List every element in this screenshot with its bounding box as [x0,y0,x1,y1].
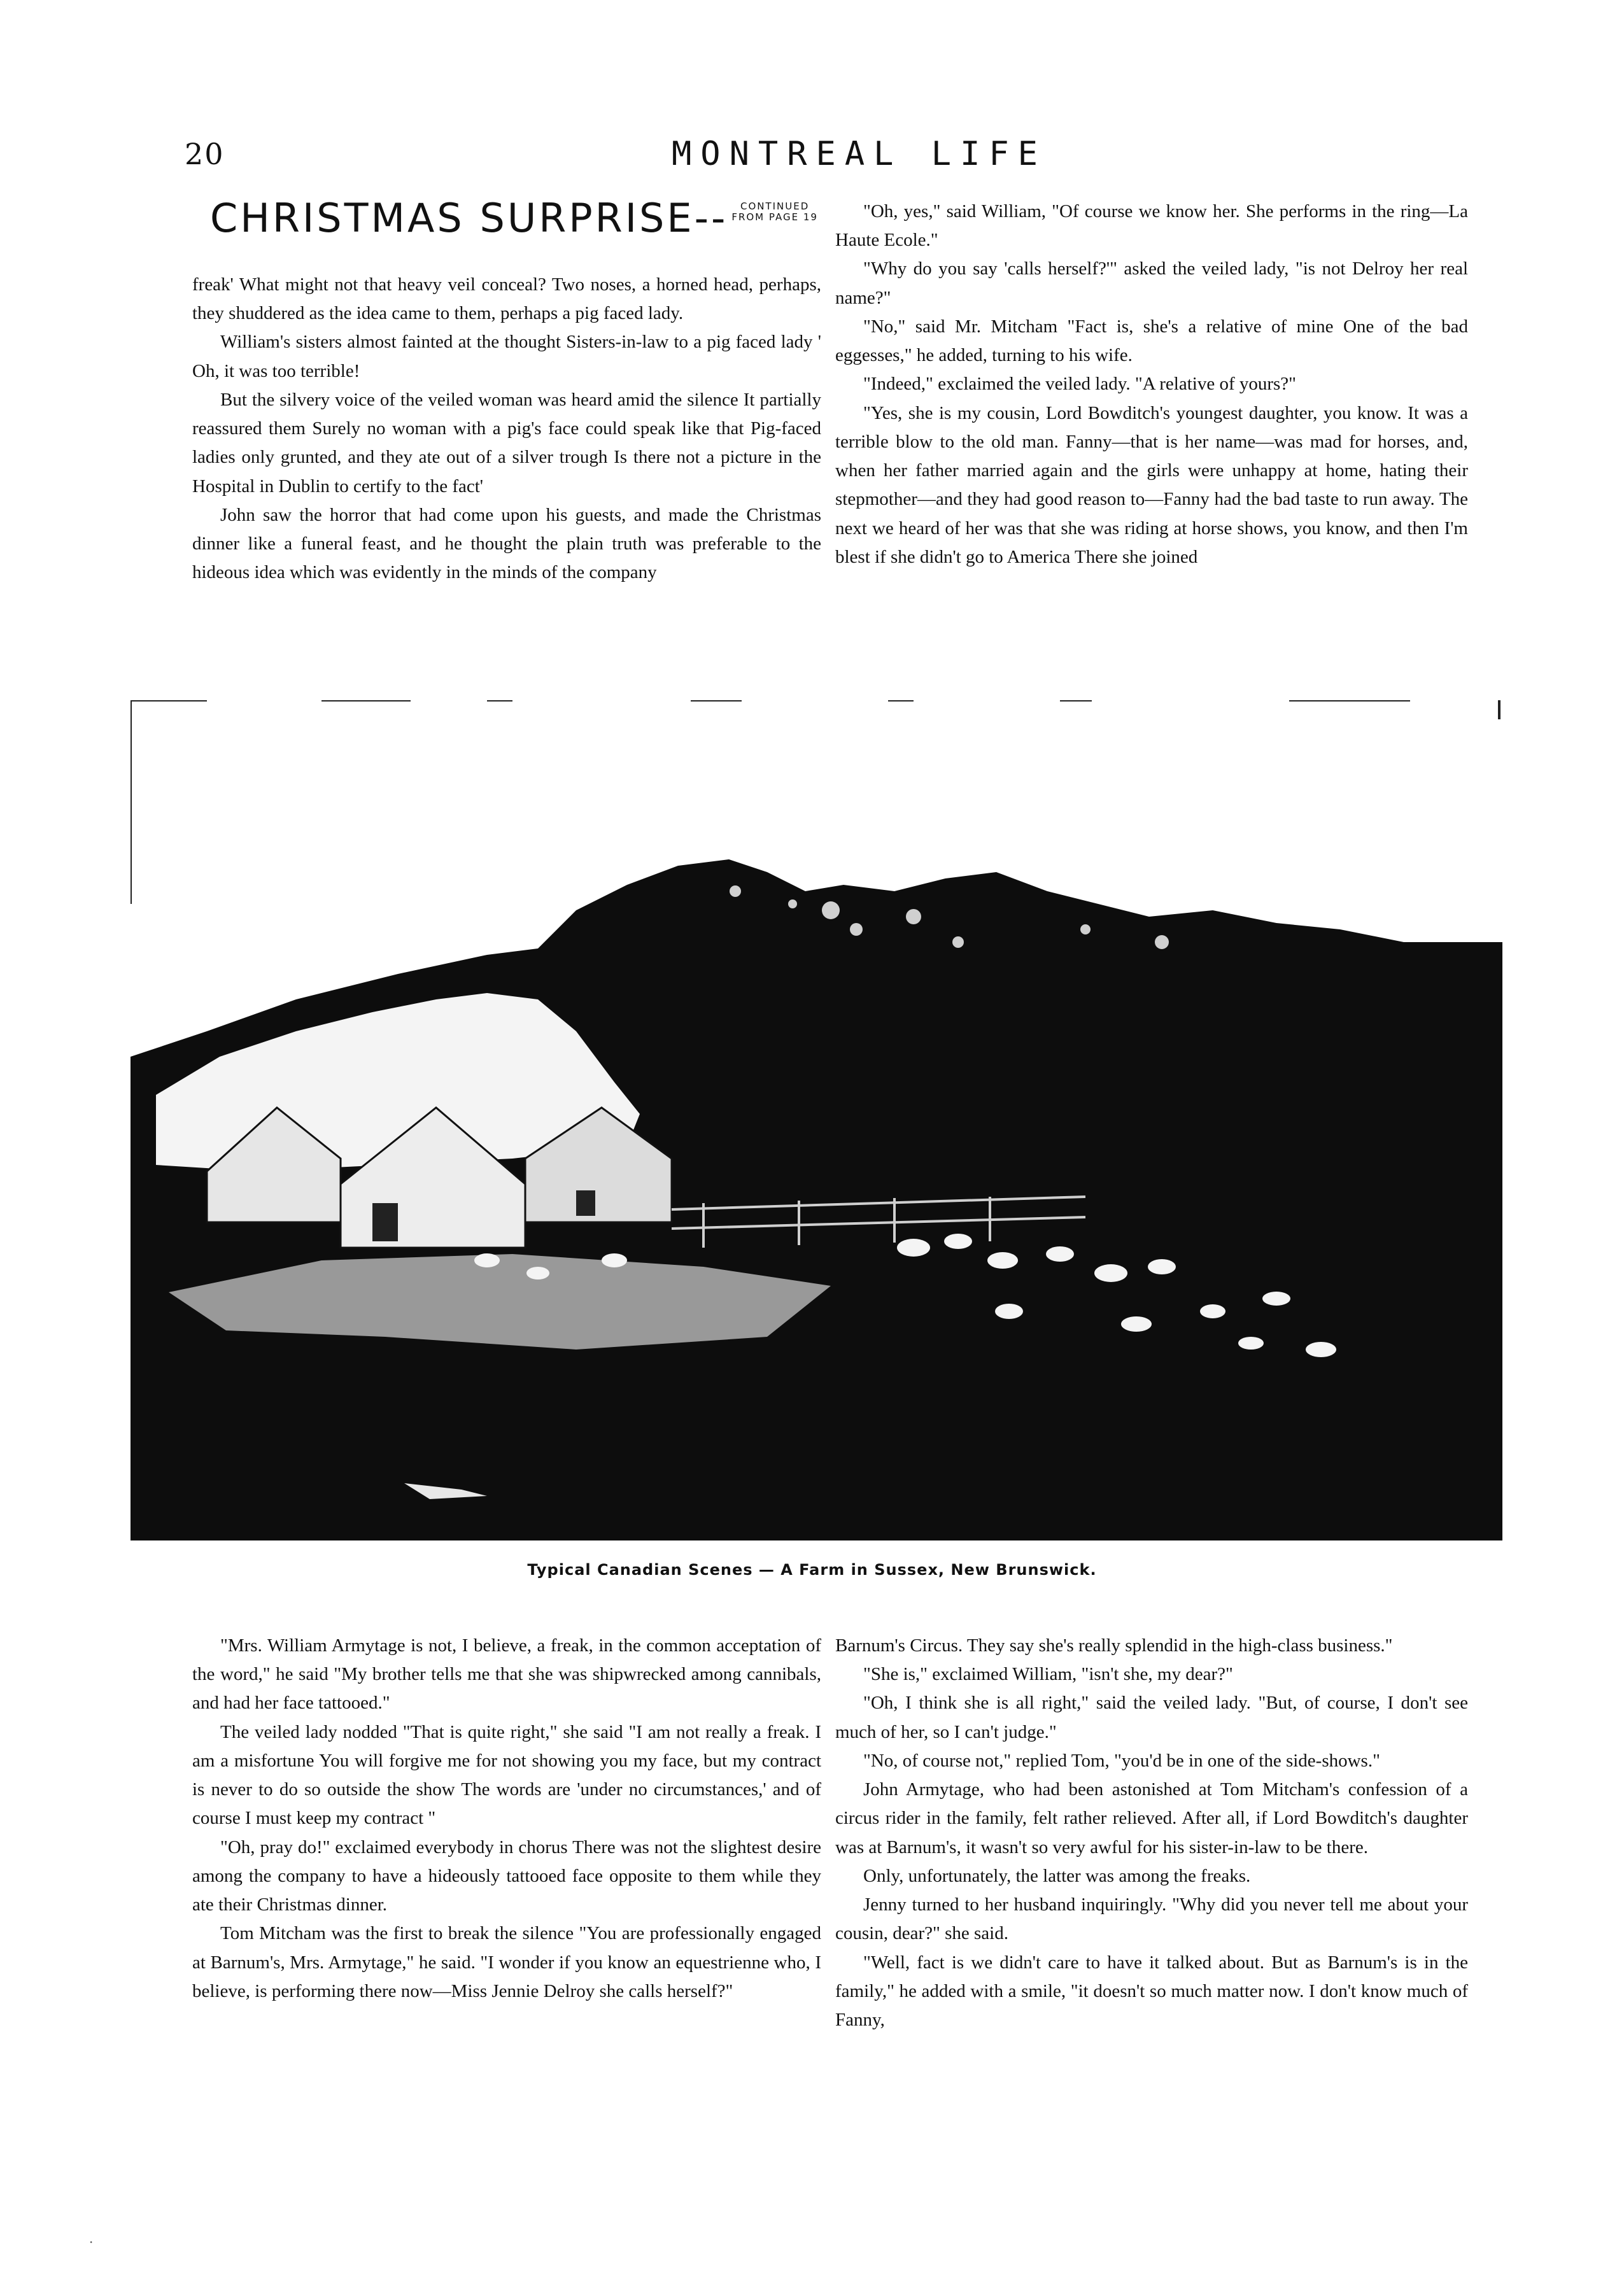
continued-note [731,201,818,222]
running-head: MONTREAL LIFE [672,135,1047,173]
paragraph: Tom Mitcham was the first to break the silence "You are professionally engaged at Barnum's, Mrs. Armytage," he said. "I wonder if you know an equestrienne who, I believe, is performing there now—Miss Jennie Delroy she calls herself?" [192,1923,821,2001]
paragraph: "Oh, I think she is all right," said the veiled lady. "But, of course, I don't see much of her, so I can't judge." [835,1693,1468,1742]
paragraph: "She is," exclaimed William, "isn't she, my dear?" [863,1664,1233,1685]
paragraph: The veiled lady nodded "That is quite right," she said "I am not really a freak. I am a misfortune You will forgive me for not showing you my face, but my contract is never to do so outside the show The words are 'under no circumstances,' and of course I must keep my contract " [192,1721,821,1829]
paragraph: John Armytage, who had been astonished at Tom Mitcham's confession of a circus rider in the family, felt rather relieved. After all, if Lord Bowditch's daughter was at Barnum's, it wasn't so very awful for his sister-in-law to be there. [835,1779,1468,1858]
column-top-right [835,197,1468,572]
farm-photograph [131,700,1502,1540]
paragraph: "Why do you say 'calls herself?'" asked the veiled lady, "is not Delroy her real name?" [835,258,1468,308]
paragraph: "Indeed," exclaimed the veiled lady. "A relative of yours?" [863,374,1296,395]
paragraph: "Mrs. William Armytage is not, I believe, a freak, in the common acceptation of the word," he said "My brother tells me that she was shipwrecked among cannibals, and had her face tattooed." [192,1635,821,1714]
continued-line-2: FROM PAGE 19 [731,211,818,223]
paragraph: "Well, fact is we didn't care to have it talked about. But as Barnum's is in the family," he added with a smile, "it doesn't so much matter now. I don't know much of Fanny, [835,1952,1468,2031]
paragraph: "No, of course not," replied Tom, "you'd be in one of the side-shows." [863,1750,1380,1771]
paragraph: "Yes, she is my cousin, Lord Bowditch's youngest daughter, you know. It was a terrible blow to the old man. Fanny—that is her name—was mad for horses, and, when her father married again and the girls were unhappy at home, hating their stepmother—and they had good reason to—Fanny had the bad taste to run away. The next we heard of her was that she was riding at horse shows, you know, and then I'm blest if she didn't go to America There she joined [835,402,1468,567]
paragraph: Barnum's Circus. They say she's really splendid in the high-class business." [835,1635,1393,1656]
paragraph: John saw the horror that had come upon his guests, and made the Christmas dinner like a funeral feast, and he thought the plain truth was preferable to the hideous idea which was evidently in the minds of the company [192,504,821,583]
column-top-left [192,271,821,588]
paragraph: "Oh, pray do!" exclaimed everybody in chorus There was not the slightest desire among the company to have a hideously tattooed face opposite to them while they ate their Christmas dinner. [192,1836,821,1915]
paragraph: "No," said Mr. Mitcham "Fact is, she's a relative of mine One of the bad eggesses," he added, turning to his wife. [835,316,1468,366]
article-title-text: CHRISTMAS SURPRISE-- [210,195,728,241]
column-bottom-right [835,1632,1468,2034]
paragraph: Jenny turned to her husband inquiringly. "Why did you never tell me about your cousin, dear?" she said. [835,1894,1468,1944]
paragraph: Only, unfortunately, the latter was among the freaks. [863,1865,1251,1886]
paragraph: freak' What might not that heavy veil conceal? Two noses, a horned head, perhaps, they shuddered as the idea came to them, perhaps a pig faced lady. [192,274,821,324]
article-title [210,195,818,241]
page-number: 20 [185,137,225,171]
paragraph: William's sisters almost fainted at the thought Sisters-in-law to a pig faced lady ' Oh, it was too terrible! [192,332,821,381]
paragraph: But the silvery voice of the veiled woman was heard amid the silence It partially reassured them Surely no woman with a pig's face could speak like that Pig-faced ladies only grunted, and they ate out of a silver trough Is there not a picture in the Hospital in Dublin to certify to the fact' [192,389,821,497]
column-bottom-left [192,1632,821,2006]
continued-line-1: CONTINUED [740,201,810,212]
photo-caption: Typical Canadian Scenes — A Farm in Sussex, New Brunswick. [527,1561,1097,1579]
print-speck: · [89,2234,94,2250]
paragraph: "Oh, yes," said William, "Of course we know her. She performs in the ring—La Haute Ecole." [835,201,1468,251]
